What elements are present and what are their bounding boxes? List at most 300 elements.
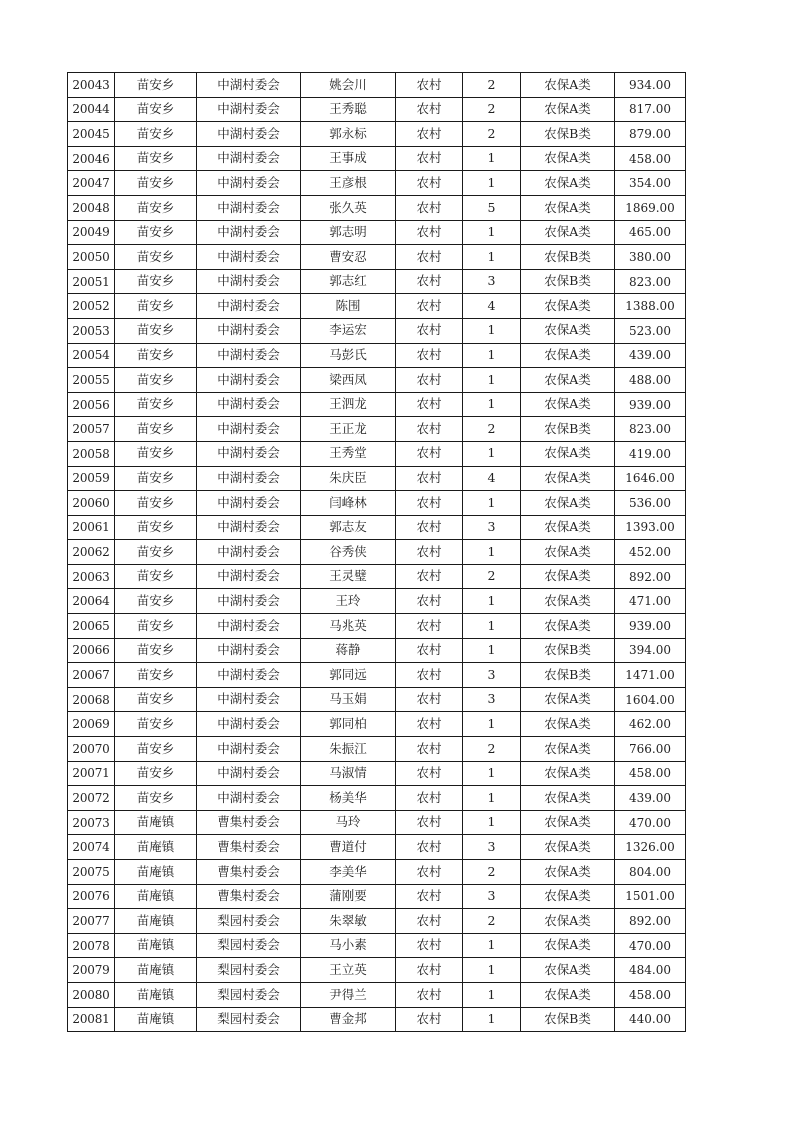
record-id-cell: 20073 <box>68 810 115 835</box>
township-cell: 苗安乡 <box>115 171 197 196</box>
name-cell: 王彦根 <box>301 171 396 196</box>
village-committee-cell: 中湖村委会 <box>197 294 301 319</box>
village-committee-cell: 中湖村委会 <box>197 220 301 245</box>
name-cell: 郭志明 <box>301 220 396 245</box>
category-cell: 农保A类 <box>521 515 615 540</box>
record-id-cell: 20049 <box>68 220 115 245</box>
village-committee-cell: 梨园村委会 <box>197 1007 301 1032</box>
amount-cell: 470.00 <box>615 933 686 958</box>
area-type-cell: 农村 <box>396 245 463 270</box>
category-cell: 农保A类 <box>521 392 615 417</box>
amount-cell: 1869.00 <box>615 195 686 220</box>
amount-cell: 934.00 <box>615 73 686 98</box>
record-id-cell: 20050 <box>68 245 115 270</box>
table-row <box>68 343 686 368</box>
area-type-cell: 农村 <box>396 564 463 589</box>
name-cell: 马玲 <box>301 810 396 835</box>
village-committee-cell: 中湖村委会 <box>197 97 301 122</box>
category-cell: 农保B类 <box>521 638 615 663</box>
area-type-cell: 农村 <box>396 368 463 393</box>
village-committee-cell: 梨园村委会 <box>197 982 301 1007</box>
category-cell: 农保A类 <box>521 810 615 835</box>
township-cell: 苗安乡 <box>115 122 197 147</box>
township-cell: 苗安乡 <box>115 269 197 294</box>
area-type-cell: 农村 <box>396 417 463 442</box>
table-row <box>68 638 686 663</box>
category-cell: 农保A类 <box>521 491 615 516</box>
township-cell: 苗安乡 <box>115 73 197 98</box>
name-cell: 王秀聪 <box>301 97 396 122</box>
table-row <box>68 441 686 466</box>
category-cell: 农保A类 <box>521 318 615 343</box>
name-cell: 闫峰林 <box>301 491 396 516</box>
household-size-cell: 1 <box>463 761 521 786</box>
name-cell: 王立英 <box>301 958 396 983</box>
area-type-cell: 农村 <box>396 171 463 196</box>
name-cell: 马兆英 <box>301 614 396 639</box>
name-cell: 马玉娟 <box>301 687 396 712</box>
area-type-cell: 农村 <box>396 958 463 983</box>
area-type-cell: 农村 <box>396 687 463 712</box>
area-type-cell: 农村 <box>396 614 463 639</box>
township-cell: 苗安乡 <box>115 540 197 565</box>
township-cell: 苗安乡 <box>115 392 197 417</box>
household-size-cell: 1 <box>463 638 521 663</box>
name-cell: 王正龙 <box>301 417 396 442</box>
record-id-cell: 20056 <box>68 392 115 417</box>
category-cell: 农保A类 <box>521 614 615 639</box>
record-id-cell: 20063 <box>68 564 115 589</box>
household-size-cell: 1 <box>463 712 521 737</box>
name-cell: 李运宏 <box>301 318 396 343</box>
amount-cell: 465.00 <box>615 220 686 245</box>
township-cell: 苗庵镇 <box>115 982 197 1007</box>
amount-cell: 470.00 <box>615 810 686 835</box>
area-type-cell: 农村 <box>396 466 463 491</box>
name-cell: 曹金邦 <box>301 1007 396 1032</box>
table-row <box>68 909 686 934</box>
area-type-cell: 农村 <box>396 294 463 319</box>
record-id-cell: 20047 <box>68 171 115 196</box>
village-committee-cell: 中湖村委会 <box>197 466 301 491</box>
category-cell: 农保A类 <box>521 540 615 565</box>
name-cell: 陈围 <box>301 294 396 319</box>
record-id-cell: 20057 <box>68 417 115 442</box>
table-row <box>68 245 686 270</box>
village-committee-cell: 中湖村委会 <box>197 712 301 737</box>
table-row <box>68 294 686 319</box>
amount-cell: 804.00 <box>615 860 686 885</box>
record-id-cell: 20046 <box>68 146 115 171</box>
amount-cell: 452.00 <box>615 540 686 565</box>
village-committee-cell: 中湖村委会 <box>197 392 301 417</box>
household-size-cell: 1 <box>463 589 521 614</box>
household-size-cell: 2 <box>463 737 521 762</box>
category-cell: 农保A类 <box>521 860 615 885</box>
table-row <box>68 171 686 196</box>
amount-cell: 484.00 <box>615 958 686 983</box>
village-committee-cell: 中湖村委会 <box>197 73 301 98</box>
amount-cell: 1393.00 <box>615 515 686 540</box>
township-cell: 苗庵镇 <box>115 810 197 835</box>
category-cell: 农保B类 <box>521 417 615 442</box>
amount-cell: 1471.00 <box>615 663 686 688</box>
amount-cell: 939.00 <box>615 392 686 417</box>
category-cell: 农保A类 <box>521 933 615 958</box>
amount-cell: 523.00 <box>615 318 686 343</box>
household-size-cell: 2 <box>463 122 521 147</box>
category-cell: 农保A类 <box>521 712 615 737</box>
amount-cell: 458.00 <box>615 761 686 786</box>
amount-cell: 1326.00 <box>615 835 686 860</box>
area-type-cell: 农村 <box>396 712 463 737</box>
household-size-cell: 1 <box>463 220 521 245</box>
table-row <box>68 122 686 147</box>
record-id-cell: 20076 <box>68 884 115 909</box>
amount-cell: 439.00 <box>615 786 686 811</box>
area-type-cell: 农村 <box>396 491 463 516</box>
village-committee-cell: 中湖村委会 <box>197 122 301 147</box>
amount-cell: 458.00 <box>615 982 686 1007</box>
category-cell: 农保B类 <box>521 245 615 270</box>
record-id-cell: 20068 <box>68 687 115 712</box>
table-row <box>68 318 686 343</box>
amount-cell: 817.00 <box>615 97 686 122</box>
record-id-cell: 20062 <box>68 540 115 565</box>
name-cell: 王泗龙 <box>301 392 396 417</box>
township-cell: 苗安乡 <box>115 614 197 639</box>
table-row <box>68 73 686 98</box>
name-cell: 蒋静 <box>301 638 396 663</box>
name-cell: 朱翠敏 <box>301 909 396 934</box>
township-cell: 苗安乡 <box>115 491 197 516</box>
amount-cell: 462.00 <box>615 712 686 737</box>
category-cell: 农保B类 <box>521 663 615 688</box>
amount-cell: 419.00 <box>615 441 686 466</box>
category-cell: 农保A类 <box>521 146 615 171</box>
name-cell: 朱庆臣 <box>301 466 396 491</box>
village-committee-cell: 中湖村委会 <box>197 589 301 614</box>
amount-cell: 440.00 <box>615 1007 686 1032</box>
table-row <box>68 466 686 491</box>
household-size-cell: 2 <box>463 909 521 934</box>
household-size-cell: 2 <box>463 860 521 885</box>
record-id-cell: 20075 <box>68 860 115 885</box>
amount-cell: 892.00 <box>615 564 686 589</box>
township-cell: 苗安乡 <box>115 417 197 442</box>
area-type-cell: 农村 <box>396 638 463 663</box>
name-cell: 马淑情 <box>301 761 396 786</box>
amount-cell: 1388.00 <box>615 294 686 319</box>
category-cell: 农保A类 <box>521 958 615 983</box>
township-cell: 苗庵镇 <box>115 958 197 983</box>
village-committee-cell: 中湖村委会 <box>197 245 301 270</box>
township-cell: 苗安乡 <box>115 737 197 762</box>
village-committee-cell: 中湖村委会 <box>197 491 301 516</box>
area-type-cell: 农村 <box>396 884 463 909</box>
household-size-cell: 4 <box>463 294 521 319</box>
household-size-cell: 1 <box>463 958 521 983</box>
area-type-cell: 农村 <box>396 220 463 245</box>
category-cell: 农保A类 <box>521 343 615 368</box>
household-size-cell: 1 <box>463 933 521 958</box>
area-type-cell: 农村 <box>396 810 463 835</box>
amount-cell: 1604.00 <box>615 687 686 712</box>
table-row <box>68 491 686 516</box>
category-cell: 农保A类 <box>521 786 615 811</box>
township-cell: 苗安乡 <box>115 318 197 343</box>
township-cell: 苗安乡 <box>115 294 197 319</box>
table-row <box>68 589 686 614</box>
name-cell: 曹道付 <box>301 835 396 860</box>
area-type-cell: 农村 <box>396 97 463 122</box>
household-size-cell: 3 <box>463 663 521 688</box>
village-committee-cell: 中湖村委会 <box>197 195 301 220</box>
table-row <box>68 269 686 294</box>
area-type-cell: 农村 <box>396 195 463 220</box>
record-id-cell: 20069 <box>68 712 115 737</box>
record-id-cell: 20058 <box>68 441 115 466</box>
household-size-cell: 1 <box>463 245 521 270</box>
township-cell: 苗安乡 <box>115 687 197 712</box>
table-row <box>68 982 686 1007</box>
household-size-cell: 1 <box>463 368 521 393</box>
record-id-cell: 20060 <box>68 491 115 516</box>
table-row <box>68 884 686 909</box>
category-cell: 农保B类 <box>521 1007 615 1032</box>
area-type-cell: 农村 <box>396 589 463 614</box>
table-row <box>68 761 686 786</box>
record-id-cell: 20074 <box>68 835 115 860</box>
township-cell: 苗庵镇 <box>115 933 197 958</box>
village-committee-cell: 中湖村委会 <box>197 441 301 466</box>
township-cell: 苗庵镇 <box>115 884 197 909</box>
township-cell: 苗安乡 <box>115 663 197 688</box>
household-size-cell: 1 <box>463 171 521 196</box>
table-row <box>68 860 686 885</box>
amount-cell: 1646.00 <box>615 466 686 491</box>
category-cell: 农保A类 <box>521 909 615 934</box>
amount-cell: 380.00 <box>615 245 686 270</box>
category-cell: 农保A类 <box>521 220 615 245</box>
table-row <box>68 933 686 958</box>
village-committee-cell: 梨园村委会 <box>197 933 301 958</box>
record-id-cell: 20071 <box>68 761 115 786</box>
amount-cell: 471.00 <box>615 589 686 614</box>
category-cell: 农保A类 <box>521 195 615 220</box>
township-cell: 苗安乡 <box>115 786 197 811</box>
record-id-cell: 20053 <box>68 318 115 343</box>
household-size-cell: 3 <box>463 515 521 540</box>
village-committee-cell: 中湖村委会 <box>197 417 301 442</box>
record-id-cell: 20080 <box>68 982 115 1007</box>
area-type-cell: 农村 <box>396 269 463 294</box>
amount-cell: 488.00 <box>615 368 686 393</box>
township-cell: 苗安乡 <box>115 466 197 491</box>
area-type-cell: 农村 <box>396 860 463 885</box>
category-cell: 农保A类 <box>521 368 615 393</box>
area-type-cell: 农村 <box>396 933 463 958</box>
record-id-cell: 20079 <box>68 958 115 983</box>
name-cell: 李美华 <box>301 860 396 885</box>
name-cell: 郭同柏 <box>301 712 396 737</box>
village-committee-cell: 中湖村委会 <box>197 663 301 688</box>
village-committee-cell: 曹集村委会 <box>197 810 301 835</box>
household-size-cell: 3 <box>463 835 521 860</box>
amount-cell: 939.00 <box>615 614 686 639</box>
village-committee-cell: 中湖村委会 <box>197 515 301 540</box>
category-cell: 农保A类 <box>521 835 615 860</box>
table-row <box>68 515 686 540</box>
table-row <box>68 195 686 220</box>
name-cell: 郭永标 <box>301 122 396 147</box>
village-committee-cell: 中湖村委会 <box>197 761 301 786</box>
township-cell: 苗安乡 <box>115 589 197 614</box>
township-cell: 苗安乡 <box>115 638 197 663</box>
record-id-cell: 20067 <box>68 663 115 688</box>
table-row <box>68 1007 686 1032</box>
name-cell: 郭志红 <box>301 269 396 294</box>
category-cell: 农保A类 <box>521 171 615 196</box>
area-type-cell: 农村 <box>396 540 463 565</box>
record-id-cell: 20064 <box>68 589 115 614</box>
name-cell: 杨美华 <box>301 786 396 811</box>
name-cell: 张久英 <box>301 195 396 220</box>
record-id-cell: 20077 <box>68 909 115 934</box>
township-cell: 苗安乡 <box>115 712 197 737</box>
township-cell: 苗安乡 <box>115 97 197 122</box>
household-size-cell: 1 <box>463 318 521 343</box>
household-size-cell: 1 <box>463 441 521 466</box>
table-row <box>68 712 686 737</box>
category-cell: 农保A类 <box>521 884 615 909</box>
category-cell: 农保B类 <box>521 122 615 147</box>
record-id-cell: 20059 <box>68 466 115 491</box>
area-type-cell: 农村 <box>396 122 463 147</box>
household-size-cell: 4 <box>463 466 521 491</box>
village-committee-cell: 中湖村委会 <box>197 564 301 589</box>
table-row <box>68 786 686 811</box>
household-size-cell: 1 <box>463 540 521 565</box>
table-row <box>68 368 686 393</box>
table-row <box>68 392 686 417</box>
village-committee-cell: 中湖村委会 <box>197 146 301 171</box>
name-cell: 曹安忍 <box>301 245 396 270</box>
township-cell: 苗安乡 <box>115 195 197 220</box>
category-cell: 农保A类 <box>521 761 615 786</box>
amount-cell: 536.00 <box>615 491 686 516</box>
village-committee-cell: 中湖村委会 <box>197 343 301 368</box>
village-committee-cell: 曹集村委会 <box>197 835 301 860</box>
village-committee-cell: 中湖村委会 <box>197 269 301 294</box>
household-size-cell: 3 <box>463 884 521 909</box>
township-cell: 苗庵镇 <box>115 835 197 860</box>
table-row <box>68 835 686 860</box>
amount-cell: 439.00 <box>615 343 686 368</box>
household-size-cell: 2 <box>463 564 521 589</box>
household-size-cell: 2 <box>463 417 521 442</box>
area-type-cell: 农村 <box>396 318 463 343</box>
data-table <box>67 72 686 1032</box>
area-type-cell: 农村 <box>396 835 463 860</box>
household-size-cell: 1 <box>463 491 521 516</box>
area-type-cell: 农村 <box>396 663 463 688</box>
table-row <box>68 564 686 589</box>
table-row <box>68 663 686 688</box>
village-committee-cell: 中湖村委会 <box>197 786 301 811</box>
amount-cell: 879.00 <box>615 122 686 147</box>
category-cell: 农保A类 <box>521 564 615 589</box>
household-size-cell: 5 <box>463 195 521 220</box>
township-cell: 苗安乡 <box>115 245 197 270</box>
record-id-cell: 20078 <box>68 933 115 958</box>
name-cell: 王事成 <box>301 146 396 171</box>
household-size-cell: 1 <box>463 392 521 417</box>
table-row <box>68 614 686 639</box>
table-row <box>68 958 686 983</box>
record-id-cell: 20081 <box>68 1007 115 1032</box>
area-type-cell: 农村 <box>396 441 463 466</box>
record-id-cell: 20070 <box>68 737 115 762</box>
area-type-cell: 农村 <box>396 737 463 762</box>
household-size-cell: 1 <box>463 614 521 639</box>
village-committee-cell: 中湖村委会 <box>197 614 301 639</box>
table-row <box>68 687 686 712</box>
township-cell: 苗庵镇 <box>115 860 197 885</box>
village-committee-cell: 中湖村委会 <box>197 737 301 762</box>
area-type-cell: 农村 <box>396 73 463 98</box>
area-type-cell: 农村 <box>396 982 463 1007</box>
category-cell: 农保A类 <box>521 589 615 614</box>
township-cell: 苗安乡 <box>115 146 197 171</box>
household-size-cell: 1 <box>463 810 521 835</box>
table-row <box>68 737 686 762</box>
area-type-cell: 农村 <box>396 786 463 811</box>
household-size-cell: 3 <box>463 687 521 712</box>
township-cell: 苗庵镇 <box>115 1007 197 1032</box>
village-committee-cell: 中湖村委会 <box>197 638 301 663</box>
amount-cell: 1501.00 <box>615 884 686 909</box>
area-type-cell: 农村 <box>396 909 463 934</box>
village-committee-cell: 梨园村委会 <box>197 909 301 934</box>
area-type-cell: 农村 <box>396 1007 463 1032</box>
category-cell: 农保A类 <box>521 73 615 98</box>
category-cell: 农保A类 <box>521 97 615 122</box>
category-cell: 农保A类 <box>521 687 615 712</box>
amount-cell: 823.00 <box>615 417 686 442</box>
name-cell: 郭志友 <box>301 515 396 540</box>
township-cell: 苗安乡 <box>115 368 197 393</box>
record-id-cell: 20054 <box>68 343 115 368</box>
area-type-cell: 农村 <box>396 515 463 540</box>
name-cell: 姚会川 <box>301 73 396 98</box>
area-type-cell: 农村 <box>396 761 463 786</box>
name-cell: 马小素 <box>301 933 396 958</box>
record-id-cell: 20055 <box>68 368 115 393</box>
table-row <box>68 417 686 442</box>
amount-cell: 892.00 <box>615 909 686 934</box>
amount-cell: 823.00 <box>615 269 686 294</box>
name-cell: 蒲刚要 <box>301 884 396 909</box>
category-cell: 农保A类 <box>521 982 615 1007</box>
village-committee-cell: 中湖村委会 <box>197 368 301 393</box>
township-cell: 苗安乡 <box>115 441 197 466</box>
name-cell: 朱振江 <box>301 737 396 762</box>
name-cell: 王灵璧 <box>301 564 396 589</box>
household-size-cell: 3 <box>463 269 521 294</box>
table-row <box>68 220 686 245</box>
name-cell: 梁西凤 <box>301 368 396 393</box>
